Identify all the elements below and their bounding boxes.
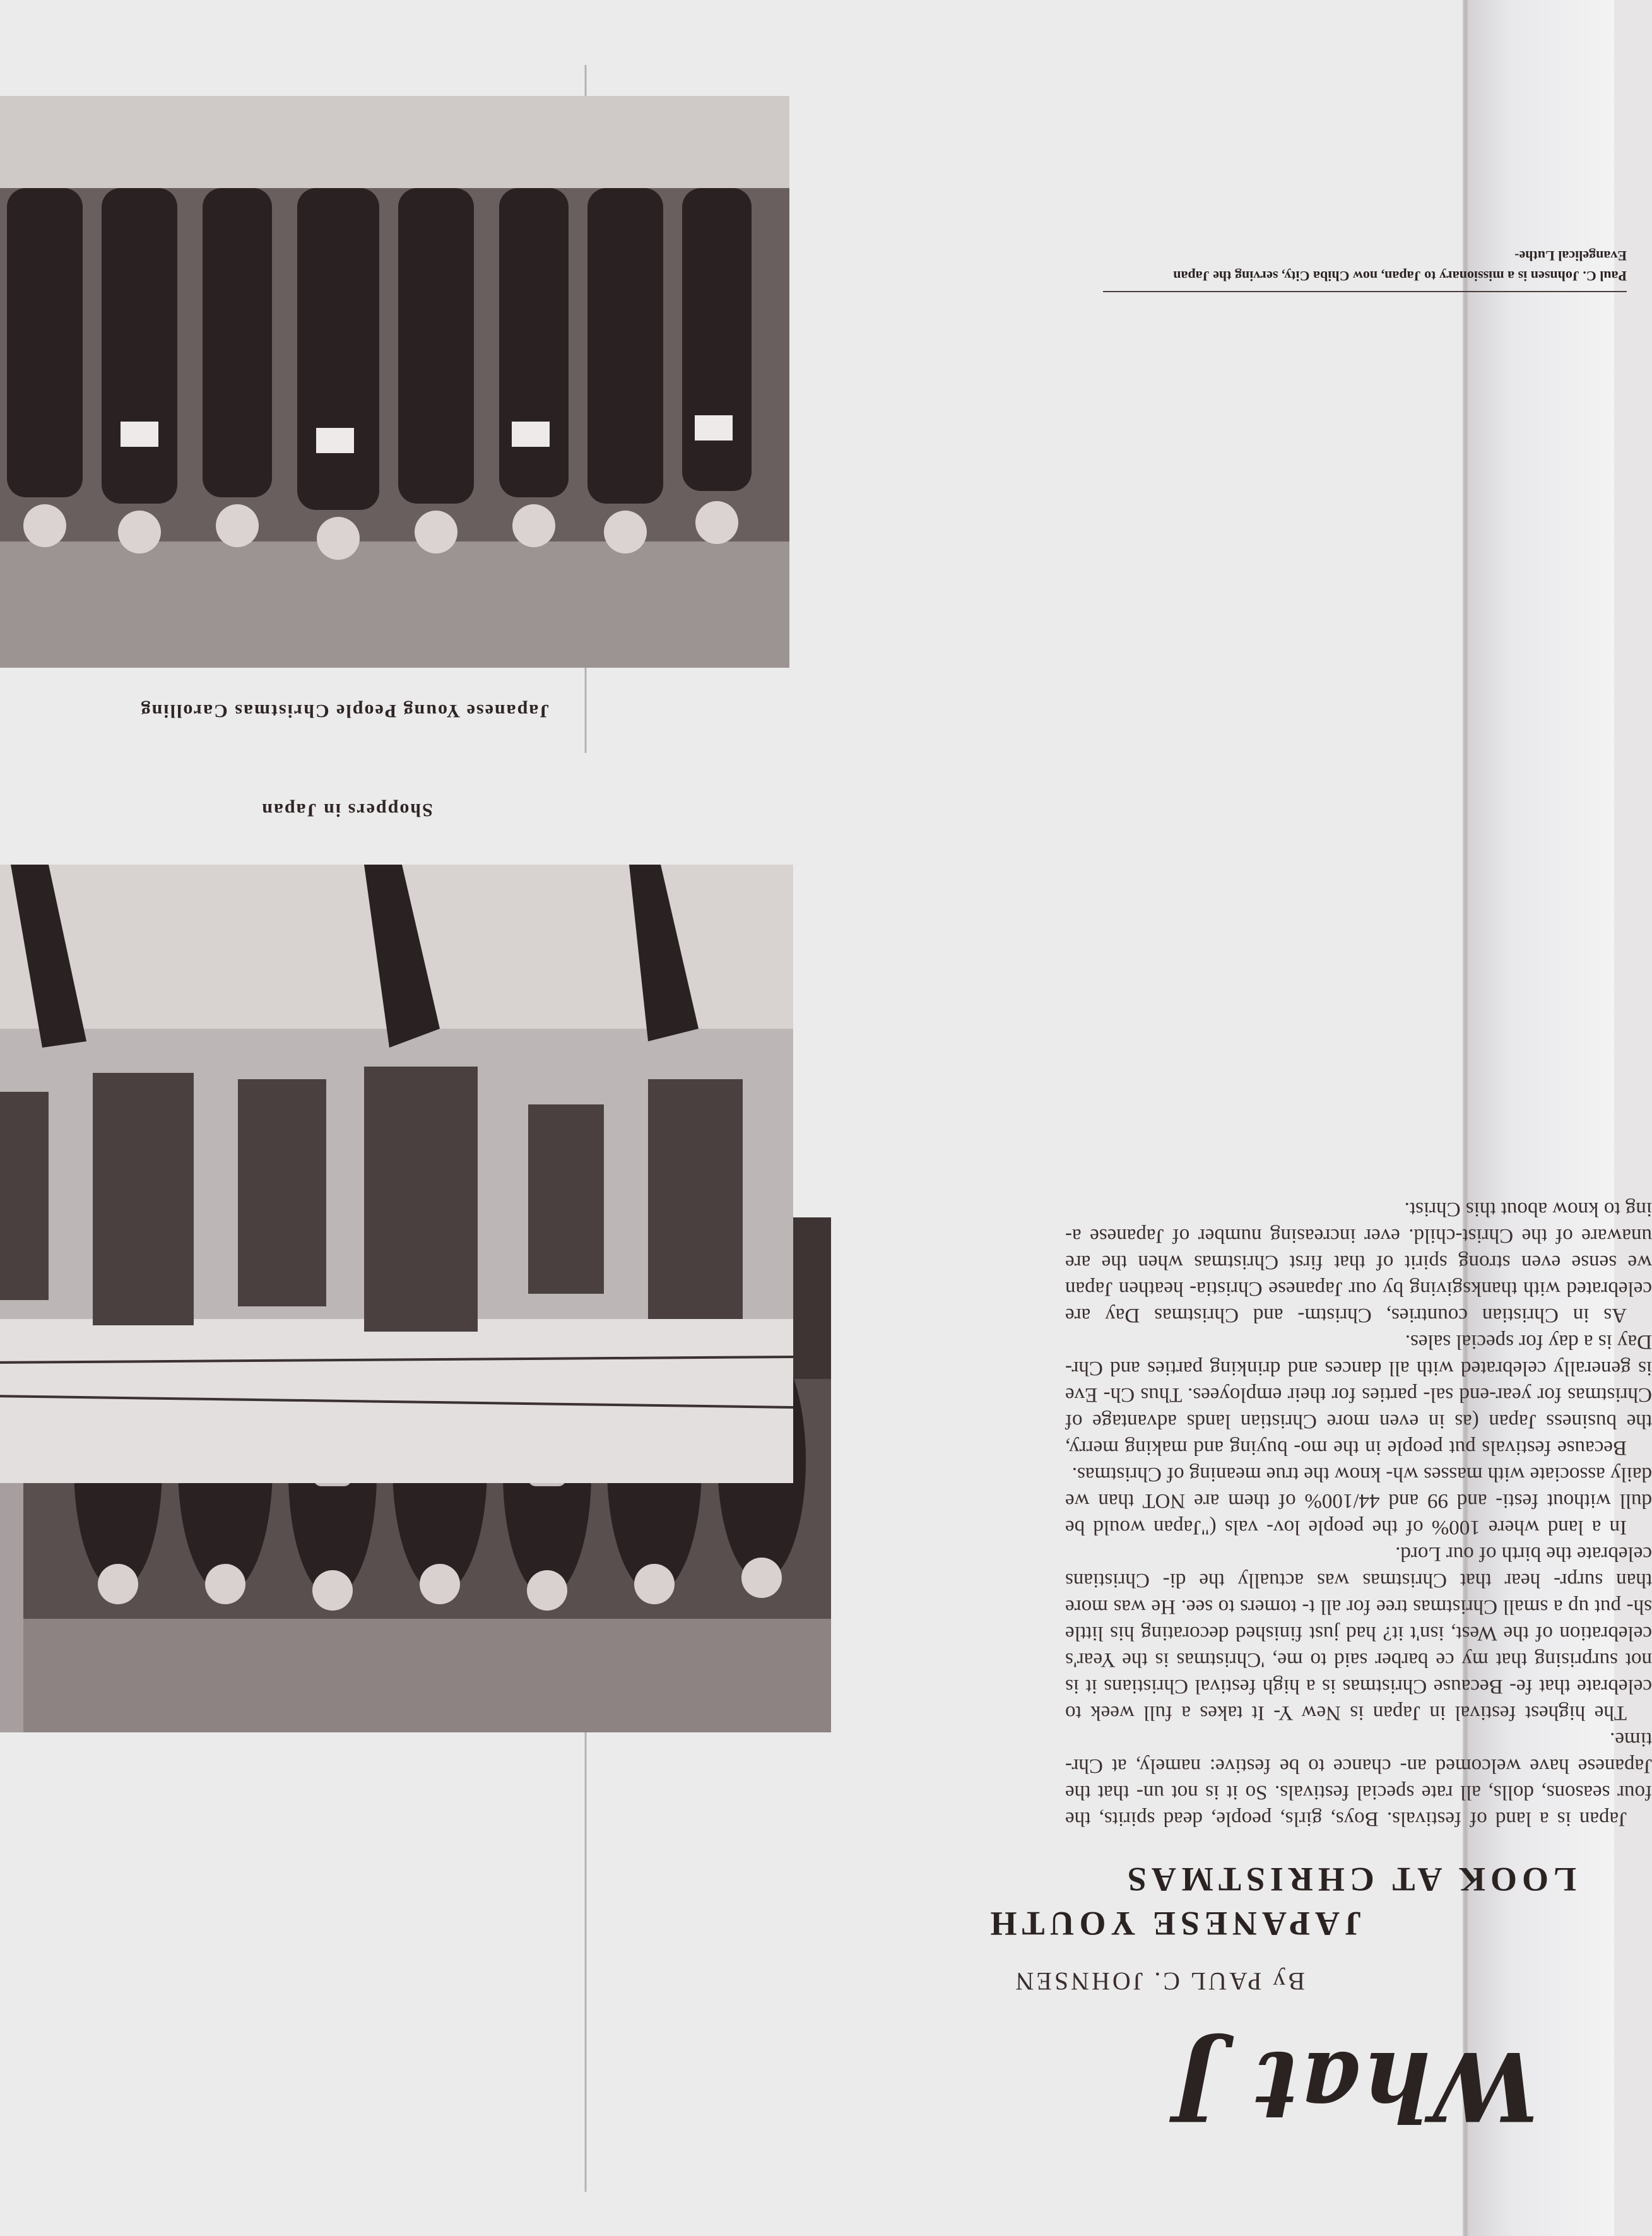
article-column <box>832 0 1652 2236</box>
paragraph: The highest festival in Japan is New Y- It takes a full week to celebrate that fe- Because Christmas is a high festival Christians it is not surprising that my ce barber said to me, 'Christmas is the Year's celebration of the West, isn't it? had just finished decorating his little sh- put up a small Christmas tree for all t- tomers to see. He was more than surpr- hear that Christmas was actually the di- Christians celebrate the birth of our Lord. <box>1065 1542 1652 1724</box>
caption-shoppers: Shoppers in Japan <box>261 800 433 820</box>
carolling-image <box>0 96 789 668</box>
article-logo: What J <box>1172 2030 1538 2141</box>
author-note: Paul C. Johnsen is a missionary to Japan, now Chiba City, serving the Japan Evangelical Luthe- <box>1103 245 1627 292</box>
paragraph: In a land where 100% of the people lov- vals ("Japan would be dull without festi- and 99 and 44/100% of them are NOT than we daily associate with masses wh- know the true meaning of Christmas. <box>1065 1463 1652 1539</box>
paragraph: Japan is a land of festivals. Boys, girls, people, dead spirits, the four seasons, dolls, all rate special festivals. So it is not un- that the Japanese have welcomed an- chance to be festive: namely, at Chr- time. <box>1065 1728 1652 1830</box>
shoppers-image <box>0 865 793 1483</box>
caption-carolling: Japanese Young People Christmas Carolling <box>139 701 550 721</box>
photo-shoppers <box>0 745 793 1483</box>
byline: By PAUL C. JOHNSEN <box>1013 1967 1305 1996</box>
article-body <box>1065 1196 1652 1832</box>
paragraph: Because festivals put people in the mo- buying and making merry, the business Japan (as in even more Christian lands advantage of Christmas for year-end sal- parties for their employees. Thus Ch- Eve is generally celebrated with all dances and drinking parties and Chr- Day is a day for special sales. <box>1065 1330 1652 1459</box>
photo-carolling <box>0 59 789 721</box>
headline-line1: JAPANESE YOUTH <box>985 1905 1362 1943</box>
headline <box>985 1857 1576 1946</box>
headline-line2: LOOK AT CHRISTMAS <box>1122 1860 1576 1898</box>
paragraph: As in Christian countries, Christm- and Christmas Day are celebrated with thanksgiving by our Japanese Christia- heathen Japan we sense even strong spirit of that first Christmas when the are unaware of the Christ-child. ever increasing number of Japanese a- ing to know about this Christ. <box>1065 1198 1652 1327</box>
